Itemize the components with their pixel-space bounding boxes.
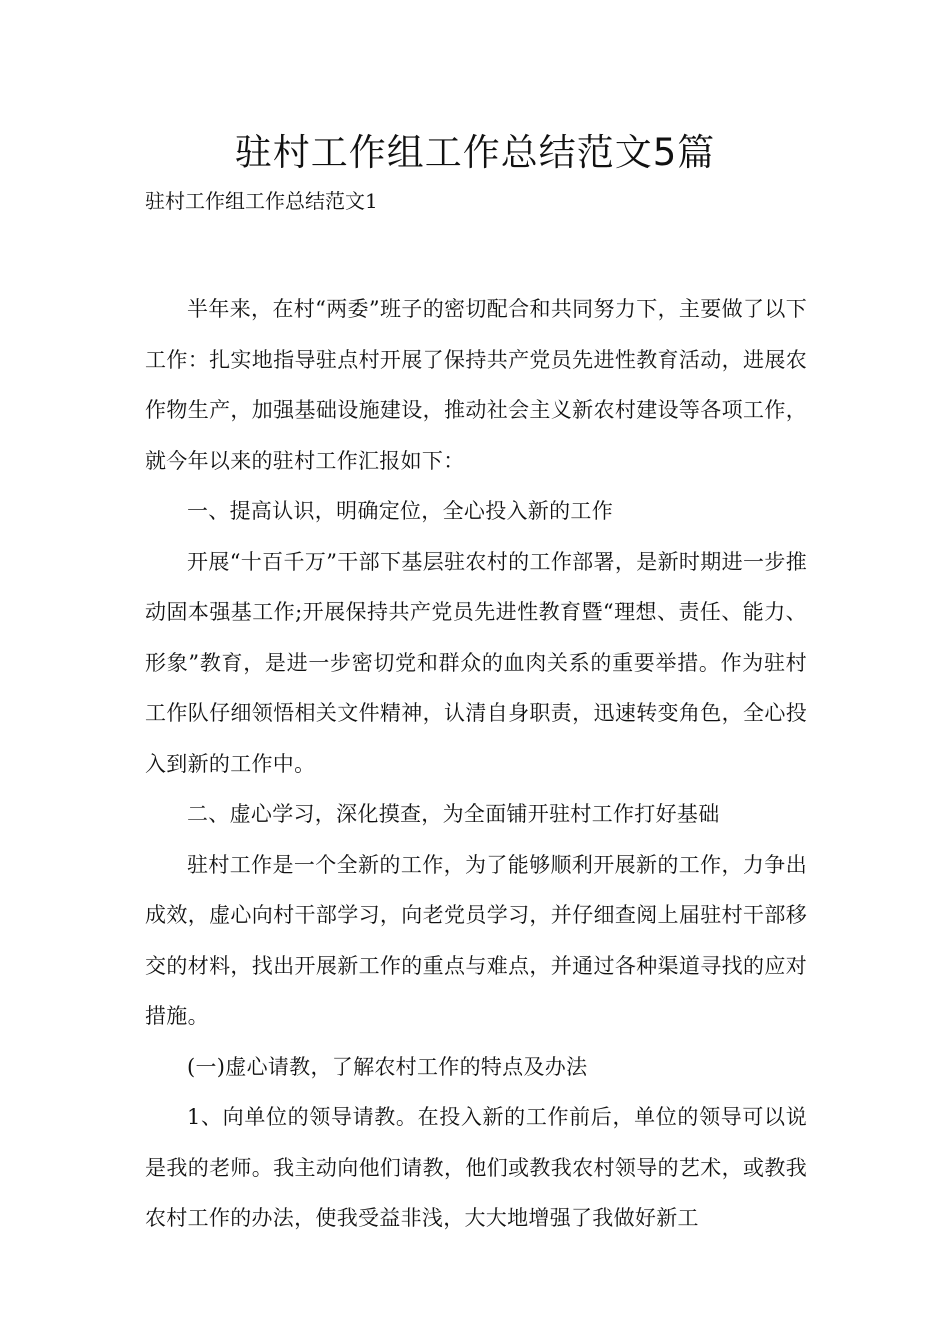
document-body [145,284,807,1244]
section-heading-1: 一、提高认识，明确定位，全心投入新的工作 [187,499,613,523]
document-title: 驻村工作组工作总结范文5篇 [234,131,716,174]
paragraph-section-2: 驻村工作是一个全新的工作，为了能够顺利开展新的工作，力争出成效，虚心向村干部学习，向老党员学习，并仔细查阅上届驻村干部移交的材料，找出开展新工作的重点与难点，并通过各种渠道寻找的应对措施。 [145,852,807,1028]
paragraph-item-1: 1、向单位的领导请教。在投入新的工作前后，单位的领导可以说是我的老师。我主动向他们请教，他们或教我农村领导的艺术，或教我农村工作的办法，使我受益非浅，大大地增强了我做好新工 [145,1105,807,1230]
section-heading-2: 二、虚心学习，深化摸查，为全面铺开驻村工作打好基础 [187,802,720,826]
paragraph-intro: 半年来，在村“两委”班子的密切配合和共同努力下，主要做了以下工作：扎实地指导驻点村开展了保持共产党员先进性教育活动，进展农作物生产，加强基础设施建设，推动社会主义新农村建设等各项工作，就今年以来的驻村工作汇报如下： [145,297,807,473]
subsection-heading-1: (一)虚心请教，了解农村工作的特点及办法 [187,1054,588,1079]
document-subtitle: 驻村工作组工作总结范文1 [145,189,378,213]
paragraph-section-1: 开展“十百千万”干部下基层驻农村的工作部署，是新时期进一步推动固本强基工作;开展保持共产党员先进性教育暨“理想、责任、能力、形象”教育，是进一步密切党和群众的血肉关系的重要举措。作为驻村工作队仔细领悟相关文件精神，认清自身职责，迅速转变角色，全心投入到新的工作中。 [145,549,807,776]
